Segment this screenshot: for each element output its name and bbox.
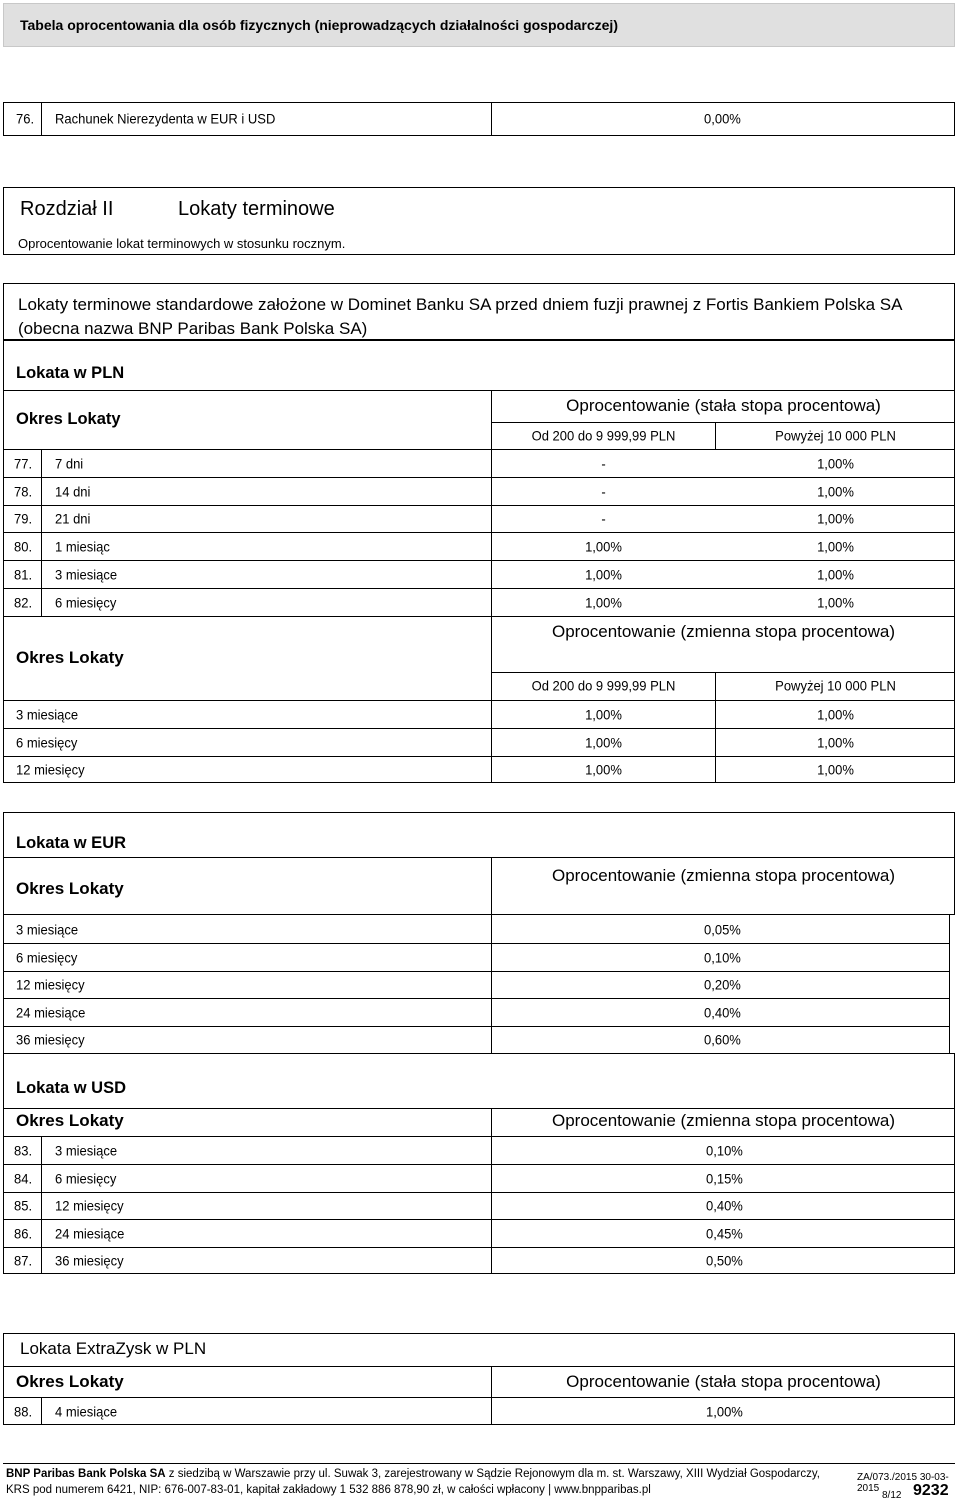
row-value-a: 1,00%: [585, 761, 622, 778]
col-divider: [715, 729, 716, 756]
row-label: 6 miesięcy: [16, 733, 78, 751]
row-number: 81.: [14, 566, 33, 583]
row-label: 6 miesięcy: [55, 1169, 117, 1187]
row-value-a: 1,00%: [585, 706, 622, 723]
num-divider: [41, 478, 42, 505]
row-value: 0,40%: [706, 1197, 743, 1214]
row-value-a: 1,00%: [585, 733, 622, 751]
row-number: 79.: [14, 510, 33, 527]
row-label: 3 miesiące: [16, 706, 79, 723]
section-subtitle: Oprocentowanie lokat terminowych w stosunku rocznym.: [18, 236, 346, 251]
pln-var-header: Oprocentowanie (zmienna stopa procentowa): [551, 622, 896, 641]
footer-page: 8/12: [882, 1490, 902, 1501]
row-label: 7 dni: [55, 455, 84, 472]
row-76-number: 76.: [16, 110, 35, 127]
row-76-value: 0,00%: [704, 110, 741, 127]
row-number: 83.: [14, 1142, 33, 1159]
col-divider: [715, 701, 716, 728]
row-divider: [3, 1247, 955, 1248]
row-value: 0,45%: [706, 1224, 743, 1242]
row-value: 0,20%: [704, 976, 741, 993]
row-label: 12 miesięcy: [16, 761, 85, 778]
usd-header: Oprocentowanie (zmienna stopa procentowa): [551, 1111, 896, 1130]
row-number: 77.: [14, 455, 33, 472]
row-value-b: 1,00%: [817, 733, 854, 751]
row-number: 84.: [14, 1169, 33, 1187]
row-value-a: 1,00%: [585, 593, 622, 611]
row-divider: [3, 1026, 949, 1027]
row-divider: [3, 505, 955, 506]
row-label: 3 miesiące: [16, 921, 79, 938]
pln-var-col-b: Powyżej 10 000 PLN: [775, 677, 896, 694]
row-divider: [3, 943, 949, 944]
row-divider: [3, 560, 955, 561]
pln-col-b: Powyżej 10 000 PLN: [775, 427, 896, 444]
standard-intro-text: Lokaty terminowe standardowe założone w Dominet Banku SA przed dniem fuzji prawnej z Fortis Bankiem Polska SA (obecna nazwa BNP Paribas Bank Polska SA): [18, 295, 902, 338]
num-divider: [41, 561, 42, 588]
num-divider: [41, 1220, 42, 1247]
eur-header: Oprocentowanie (zmienna stopa procentowa): [551, 866, 896, 885]
col-divider: [715, 756, 716, 783]
row-value-b: 1,00%: [817, 706, 854, 723]
row-divider: [3, 971, 949, 972]
row-value-a: 1,00%: [585, 538, 622, 555]
row-number: 82.: [14, 593, 33, 611]
col-divider: [491, 915, 492, 943]
col-divider: [491, 970, 492, 998]
row-value-b: 1,00%: [817, 538, 854, 555]
row-number: 80.: [14, 538, 33, 555]
extra-title: Lokata ExtraZysk w PLN: [20, 1339, 207, 1358]
num-divider: [41, 589, 42, 616]
row-label: 12 miesięcy: [16, 976, 85, 993]
row-divider: [3, 1192, 955, 1193]
num-divider: [41, 1192, 42, 1219]
row-value: 0,05%: [704, 921, 741, 938]
footer-bank-name: BNP Paribas Bank Polska SA: [6, 1468, 166, 1480]
usd-okres-label: Okres Lokaty: [16, 1111, 124, 1130]
row-divider: [3, 1164, 955, 1165]
row-label: 14 dni: [55, 483, 91, 500]
row-label: 3 miesiące: [55, 1142, 118, 1159]
row-value: 0,15%: [706, 1169, 743, 1187]
num-divider: [41, 1247, 42, 1274]
row-value-b: 1,00%: [817, 510, 854, 527]
pln-title: Lokata w PLN: [16, 364, 125, 382]
section-title: Lokaty terminowe: [178, 198, 335, 220]
row-value-b: 1,00%: [817, 593, 854, 611]
row-divider: [3, 532, 955, 533]
footer-line-1: [6, 1468, 820, 1480]
row-divider: [3, 998, 949, 999]
num-divider: [41, 533, 42, 560]
num-divider: [41, 450, 42, 477]
pln-col-a: Od 200 do 9 999,99 PLN: [531, 427, 676, 444]
row-label: 36 miesięcy: [55, 1252, 124, 1269]
left-edge: [3, 915, 4, 1053]
row-number: 85.: [14, 1197, 33, 1214]
extra-row-value: 1,00%: [706, 1403, 743, 1420]
row-label: 36 miesięcy: [16, 1031, 85, 1048]
row-number: 87.: [14, 1252, 33, 1269]
row-divider: [3, 588, 955, 589]
footer-line-2: KRS pod numerem 6421, NIP: 676-007-83-01, kapitał zakładowy 1 532 886 878,90 zł, w całości wpłacony | www.bnpparibas.pl: [6, 1484, 651, 1496]
row-value-a: -: [601, 455, 606, 472]
col-divider: [491, 998, 492, 1026]
pln-fixed-header: Oprocentowanie (stała stopa procentowa): [566, 396, 881, 415]
row-label: 24 miesiące: [55, 1224, 125, 1242]
eur-title: Lokata w EUR: [16, 834, 127, 852]
chapter-label: Rozdział II: [20, 198, 114, 220]
row-label: 21 dni: [55, 510, 91, 527]
row-label: 6 miesięcy: [16, 948, 78, 966]
eur-okres-label: Okres Lokaty: [16, 879, 124, 898]
row-value-a: -: [601, 483, 606, 500]
row-divider: [3, 477, 955, 478]
extra-header: Oprocentowanie (stała stopa procentowa): [566, 1372, 881, 1391]
footer-line-1-rest: z siedzibą w Warszawie przy ul. Suwak 3, zarejestrowany w Sądzie Rejonowym dla m. st. Warszawy, XIII Wydział Gospodarczy,: [165, 1468, 820, 1480]
num-divider: [41, 1165, 42, 1192]
row-label: 1 miesiąc: [55, 538, 110, 555]
num-divider: [41, 1137, 42, 1164]
row-value: 0,50%: [706, 1252, 743, 1269]
col-divider: [491, 1025, 492, 1053]
extra-row-label: 4 miesiące: [55, 1403, 118, 1420]
row-value: 0,60%: [704, 1031, 741, 1048]
row-value-b: 1,00%: [817, 566, 854, 583]
footer-doc-code: ZA/073./2015 30-03-2015: [857, 1472, 949, 1494]
row-value-b: 1,00%: [817, 455, 854, 472]
row-value: 0,40%: [704, 1004, 741, 1021]
row-label: 12 miesięcy: [55, 1197, 124, 1214]
row-value-a: -: [601, 510, 606, 527]
eur-table: [3, 812, 955, 915]
row-divider: [3, 1219, 955, 1220]
row-number: 86.: [14, 1224, 33, 1242]
num-divider: [41, 505, 42, 532]
row-divider: [3, 728, 955, 729]
row-value: 0,10%: [704, 948, 741, 966]
row-value: 0,10%: [706, 1142, 743, 1159]
pln-okres-label-var: Okres Lokaty: [16, 648, 124, 667]
extra-row-number: 88.: [14, 1403, 33, 1420]
pln-var-col-a: Od 200 do 9 999,99 PLN: [531, 677, 676, 694]
row-label: 6 miesięcy: [55, 593, 117, 611]
row-76-label: Rachunek Nierezydenta w EUR i USD: [55, 110, 276, 127]
row-value-b: 1,00%: [817, 483, 854, 500]
row-number: 78.: [14, 483, 33, 500]
extra-okres-label: Okres Lokaty: [16, 1372, 124, 1391]
row-divider: [3, 756, 955, 757]
pln-okres-label: Okres Lokaty: [16, 410, 121, 428]
row-value-a: 1,00%: [585, 566, 622, 583]
footer-number: 9232: [913, 1482, 949, 1499]
page-header: [3, 3, 955, 47]
header-title: Tabela oprocentowania dla osób fizycznych (nieprowadzących działalności gospodarczej): [20, 17, 618, 33]
col-divider: [491, 943, 492, 971]
usd-title: Lokata w USD: [16, 1079, 127, 1097]
row-label: 24 miesiące: [16, 1004, 86, 1021]
row-value-b: 1,00%: [817, 761, 854, 778]
row-label: 3 miesiące: [55, 566, 118, 583]
